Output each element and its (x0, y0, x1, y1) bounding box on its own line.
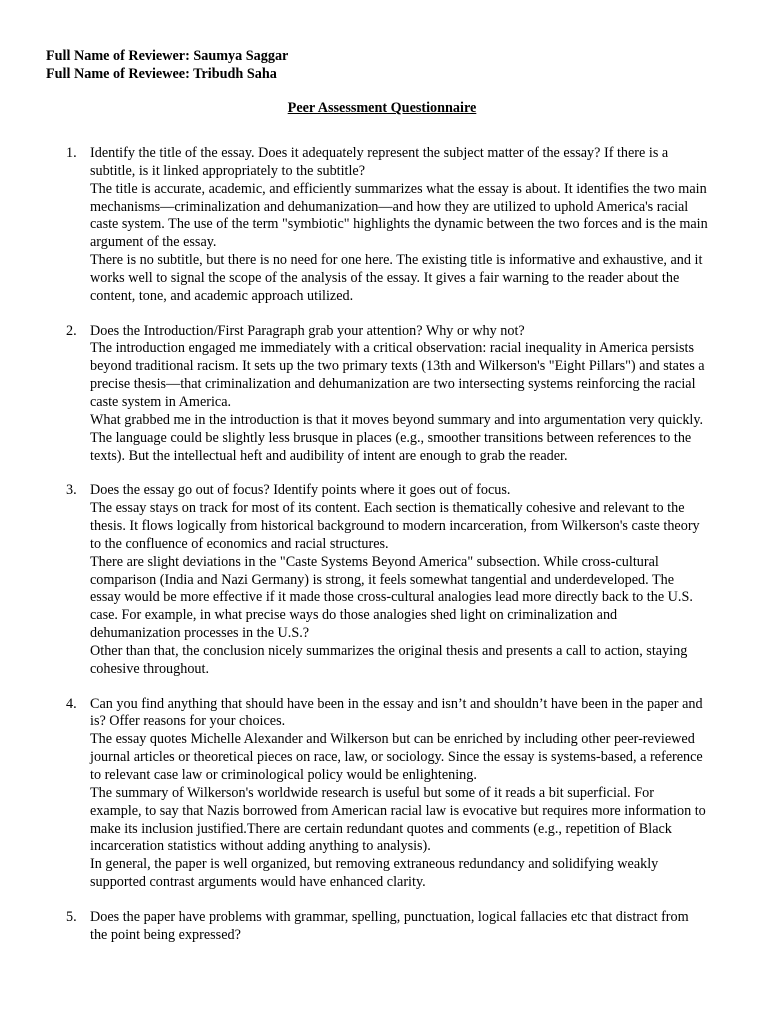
question-text: Identify the title of the essay. Does it adequately represent the subject matter of the essay? If there is a subtitle, is it linked appropriately to the subtitle? (90, 145, 669, 179)
question-item-4 (46, 696, 708, 892)
reviewee-name: Full Name of Reviewee: Tribudh Saha (46, 66, 277, 82)
question-item-2 (46, 323, 708, 466)
answer-paragraph: The essay quotes Michelle Alexander and Wilkerson but can be enriched by including other peer-reviewed journal articles or theoretical pieces on race, law, or sociology. Since the essay is systems-based, a reference to relevant case law or criminological policy would be enlightening. (90, 731, 703, 783)
answer-paragraph: The essay stays on track for most of its content. Each section is thematically cohesive and relevant to the thesis. It flows logically from historical background to modern incarceration, from Wilkerson's caste theory to the confluence of economics and racial structures. (90, 500, 700, 552)
answer-paragraph: There is no subtitle, but there is no need for one here. The existing title is informative and exhaustive, and it works well to signal the scope of the analysis of the essay. It gives a fair warning to the reader about the content, tone, and academic approach utilized. (90, 252, 703, 304)
question-text: Does the paper have problems with grammar, spelling, punctuation, logical fallacies etc that distract from the point being expressed? (90, 908, 689, 943)
answer-paragraph: There are slight deviations in the "Caste Systems Beyond America" subsection. While cross-cultural comparison (India and Nazi Germany) is strong, it feels somewhat tangential and underdeveloped. The essay would be more effective if it made those cross-cultural analogies lead more directly back to the U.S. case. For example, in what precise ways do those analogies shed light on criminalization and dehumanization processes in the U.S.? (90, 553, 693, 642)
answer-paragraph: The summary of Wilkerson's worldwide research is useful but some of it reads a bit superficial. For example, to say that Nazis borrowed from American racial law is evocative but requires more information to make its inclusion justified.There are certain redundant quotes and comments (e.g., repetition of Black incarceration statistics without adding anything to analysis). (90, 784, 706, 855)
question-number: 1. (66, 145, 77, 161)
question-text: Does the Introduction/First Paragraph grab your attention? Why or why not? (90, 322, 525, 339)
question-number: 4. (66, 695, 77, 712)
question-number: 5. (66, 908, 77, 925)
question-number: 3. (66, 482, 77, 499)
question-number: 2. (66, 322, 77, 339)
answer-paragraph: The introduction engaged me immediately with a critical observation: racial inequality in America persists beyond traditional racism. It sets up the two primary texts (13th and Wilkerson's "Eight Pillars") and states a precise thesis—that criminalization and dehumanization are two intersecting systems reinforcing the racial caste system in America. (90, 340, 705, 410)
reviewer-name: Full Name of Reviewer: Saumya Saggar (46, 48, 289, 64)
answer-paragraph: What grabbed me in the introduction is that it moves beyond summary and into argumentation very quickly. The language could be slightly less brusque in places (e.g., smoother transitions between references to the texts). But the intellectual heft and audibility of intent are enough to grab the reader. (90, 411, 704, 464)
answer-paragraph: In general, the paper is well organized, but removing extraneous redundancy and solidifying weakly supported contrast arguments would have enhanced clarity. (90, 856, 659, 891)
question-text: Does the essay go out of focus? Identify points where it goes out of focus. (90, 482, 511, 499)
question-item-3 (46, 482, 708, 678)
question-item-5 (46, 909, 708, 945)
document-title: Peer Assessment Questionnaire (287, 100, 477, 116)
question-list (46, 145, 708, 945)
answer-paragraph: The title is accurate, academic, and efficiently summarizes what the essay is about. It identifies the two main mechanisms—criminalization and dehumanization—and how they are utilized to uphold America's racial caste system. The use of the term "symbiotic" highlights the dynamic between the two forces and is the main argument of the essay. (90, 180, 708, 251)
question-item-1 (46, 145, 708, 306)
question-text: Can you find anything that should have been in the essay and isn’t and shouldn’t have been in the paper and is? Offer reasons for your choices. (90, 695, 703, 730)
answer-paragraph: Other than that, the conclusion nicely summarizes the original thesis and presents a call to action, staying cohesive throughout. (90, 642, 688, 677)
